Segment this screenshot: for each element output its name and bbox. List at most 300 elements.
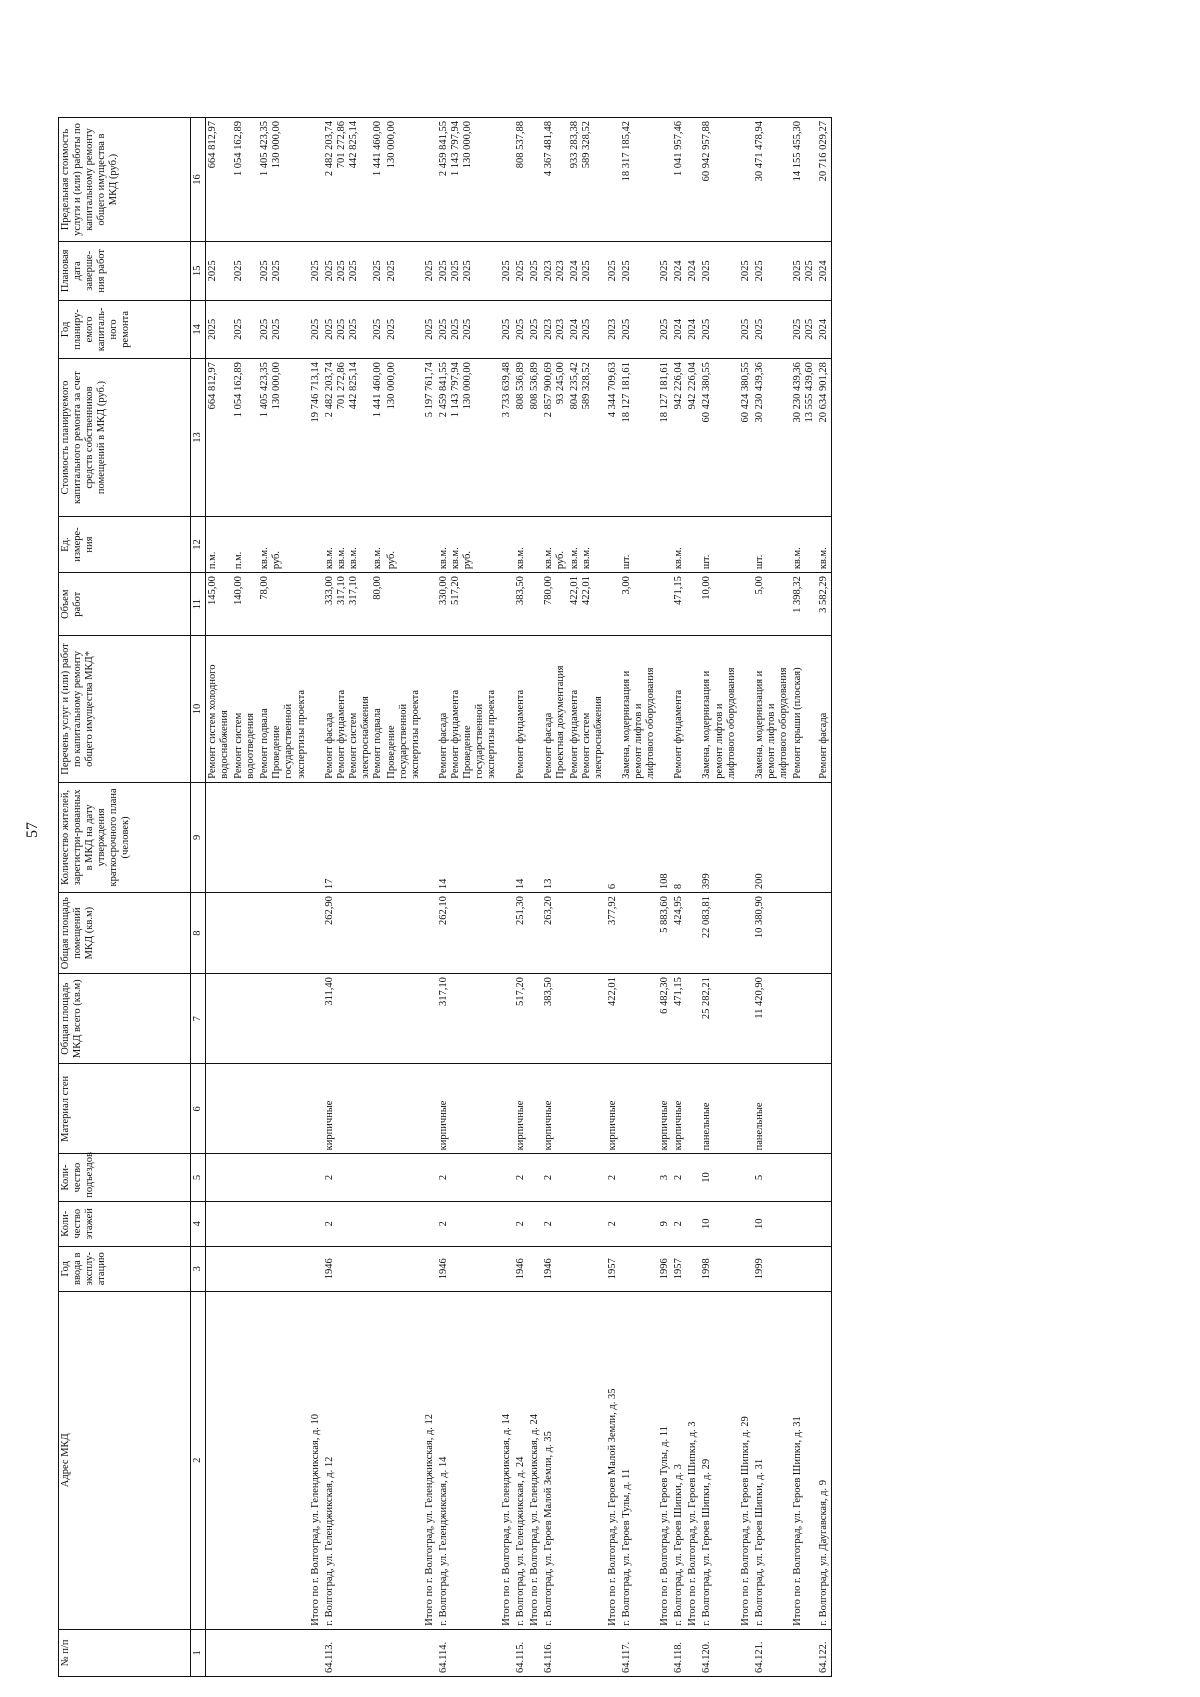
header-num: № п/п (59, 1629, 191, 1676)
cell-row-number (606, 1629, 620, 1676)
cell-planned-year: 2025 (753, 300, 791, 359)
header-total-area: Общая площадь МКД всего (кв.м) (59, 974, 191, 1064)
cell-wall-material: кирпичные (542, 1064, 568, 1154)
cell-floors: 2 (323, 1201, 385, 1246)
cell-cost-limit (309, 118, 323, 242)
cell-completion-date: 2025 (739, 242, 753, 301)
cell-unit (500, 516, 514, 572)
cell-address: Итого по г. Волгоград, ул. Героев Шипки, д. 3 (686, 1291, 700, 1629)
cell-cost-limit (500, 118, 514, 242)
header-premises-area: Общая площадь помещений МКД (кв.м) (59, 893, 191, 974)
cell-volume: 471,15 (672, 573, 686, 636)
cell-cost-limit: 20 716 029,27 (817, 118, 832, 242)
cell-completion-date: 2025 2025 2025 (437, 242, 499, 301)
cell-unit: п.м. (232, 516, 258, 572)
cell-cost: 808 536,89 (528, 359, 542, 517)
cell-cost-limit: 1 405 423,35 130 000,00 (258, 118, 308, 242)
cell-completion-date: 2025 (606, 242, 620, 301)
cell-floors: 2 (606, 1201, 620, 1246)
total-row (658, 118, 672, 1677)
cell-row-number (385, 1629, 423, 1676)
cell-entrances (500, 1154, 514, 1201)
cell-premises-area: 5 883,60 (658, 893, 672, 974)
cell-residents (423, 782, 437, 892)
cell-volume: 145,00 (206, 573, 233, 636)
header-cost-limit: Предельная стоимость услуги и (или) работы по капитальному ремонту общего имущества в МКД (руб.) (59, 118, 191, 242)
table-row (700, 118, 738, 1677)
cell-total-area: 422,01 (606, 974, 620, 1064)
cell-total-area (739, 974, 753, 1064)
cell-unit: п.м. (206, 516, 233, 572)
cell-total-area (500, 974, 514, 1064)
cell-unit (658, 516, 672, 572)
cell-entrances (739, 1154, 753, 1201)
cell-volume: 780,00 (542, 573, 568, 636)
cell-wall-material (232, 1064, 258, 1154)
cell-premises-area (258, 893, 308, 974)
cell-address (206, 1291, 233, 1629)
cell-address: г. Волгоград, ул. Героев Шипки, д. 3 (672, 1291, 686, 1629)
cell-completion-date: 2025 (232, 242, 258, 301)
cell-cost-limit: 933 283,38 589 328,52 (568, 118, 606, 242)
cell-year: 1946 (323, 1246, 385, 1291)
cell-floors: 2 (672, 1201, 686, 1246)
cell-entrances (258, 1154, 308, 1201)
cell-total-area (791, 974, 817, 1064)
cell-total-area: 383,50 (542, 974, 568, 1064)
cell-premises-area: 251,30 (514, 893, 528, 974)
table-header (59, 118, 206, 1677)
cell-volume (739, 573, 753, 636)
cell-row-number (568, 1629, 606, 1676)
cell-total-area (817, 974, 832, 1064)
cell-row-number: 64.122. (817, 1629, 832, 1676)
cell-unit (606, 516, 620, 572)
cell-unit: кв.м. (514, 516, 528, 572)
col-number: 2 (191, 1291, 206, 1629)
cell-planned-year: 2025 (500, 300, 514, 359)
cell-volume (606, 573, 620, 636)
cell-planned-year: 2023 (606, 300, 620, 359)
cell-floors: 2 (542, 1201, 568, 1246)
total-row (500, 118, 514, 1677)
cell-premises-area (232, 893, 258, 974)
cell-volume (686, 573, 700, 636)
cell-entrances (206, 1154, 233, 1201)
cell-address: г. Волгоград, ул. Героев Тулы, д. 11 (620, 1291, 658, 1629)
cell-floors: 10 (700, 1201, 738, 1246)
header-planned-year: Год планиру-емого капиталь-ного ремонта (59, 300, 191, 359)
cell-residents (620, 782, 658, 892)
col-number: 9 (191, 782, 206, 892)
cell-completion-date: 2025 2025 (258, 242, 308, 301)
cell-cost-limit: 30 471 478,94 (753, 118, 791, 242)
header-year: Год ввода в эксплу-атацию (59, 1246, 191, 1291)
cell-row-number (423, 1629, 437, 1676)
cell-residents (568, 782, 606, 892)
cell-year (791, 1246, 817, 1291)
cell-address: Итого по г. Волгоград, ул. Героев Малой Земли, д. 35 (606, 1291, 620, 1629)
cell-address: г. Волгоград, ул. Геленджикская, д. 24 (514, 1291, 528, 1629)
cell-premises-area (686, 893, 700, 974)
cell-planned-year: 2025 2025 (791, 300, 817, 359)
cell-unit: кв.м. (672, 516, 686, 572)
cell-premises-area: 262,90 (323, 893, 385, 974)
cell-entrances (686, 1154, 700, 1201)
cell-works-list: Ремонт фасада Ремонт фундамента Проведение государственной экспертизы проекта (437, 636, 499, 782)
cell-volume: 10,00 (700, 573, 738, 636)
cell-address (232, 1291, 258, 1629)
capital-repair-table (58, 117, 832, 1677)
cell-works-list: Ремонт подвала Проведение государственной экспертизы проекта (258, 636, 308, 782)
cell-works-list (658, 636, 672, 782)
cell-planned-year: 2024 (686, 300, 700, 359)
cell-residents (206, 782, 233, 892)
cell-unit: кв.м. руб. (258, 516, 308, 572)
cell-total-area (258, 974, 308, 1064)
cell-premises-area (817, 893, 832, 974)
cell-works-list: Ремонт систем холодного водоснабжения (206, 636, 233, 782)
cell-cost-limit: 808 537,88 (514, 118, 528, 242)
cell-floors (385, 1201, 423, 1246)
cell-volume (385, 573, 423, 636)
cell-address: Итого по г. Волгоград, ул. Геленджикская, д. 24 (528, 1291, 542, 1629)
cell-entrances (528, 1154, 542, 1201)
cell-completion-date: 2025 (700, 242, 738, 301)
cell-entrances (309, 1154, 323, 1201)
cell-row-number (739, 1629, 753, 1676)
cell-planned-year: 2025 2025 2025 (437, 300, 499, 359)
cell-completion-date: 2024 (686, 242, 700, 301)
cell-address: Итого по г. Волгоград, ул. Героев Тулы, д. 11 (658, 1291, 672, 1629)
cell-entrances (232, 1154, 258, 1201)
cell-volume (500, 573, 514, 636)
cell-cost: 1 054 162,89 (232, 359, 258, 517)
cell-row-number: 64.118. (672, 1629, 686, 1676)
cell-floors (258, 1201, 308, 1246)
cell-planned-year: 2025 2025 2025 2025 (323, 300, 385, 359)
cell-floors (232, 1201, 258, 1246)
cell-year (385, 1246, 423, 1291)
cell-works-list (528, 636, 542, 782)
cell-works-list: Ремонт фундамента Ремонт систем электроснабжения (568, 636, 606, 782)
cell-residents (686, 782, 700, 892)
column-number-row (191, 118, 206, 1677)
col-number: 10 (191, 636, 206, 782)
cell-planned-year: 2023 2023 (542, 300, 568, 359)
cell-premises-area: 22 083,81 (700, 893, 738, 974)
cell-total-area (232, 974, 258, 1064)
cell-premises-area (791, 893, 817, 974)
cell-cost: 942 226,04 (686, 359, 700, 517)
header-address: Адрес МКД (59, 1291, 191, 1629)
cell-total-area: 11 420,90 (753, 974, 791, 1064)
cell-unit: кв.м. (817, 516, 832, 572)
cell-wall-material (385, 1064, 423, 1154)
cell-completion-date: 2025 (528, 242, 542, 301)
table-row (437, 118, 499, 1677)
cell-address (385, 1291, 423, 1629)
cell-completion-date: 2025 (620, 242, 658, 301)
cell-unit (686, 516, 700, 572)
cell-unit: кв.м. кв.м. руб. (437, 516, 499, 572)
cell-volume: 383,50 (514, 573, 528, 636)
cell-year (739, 1246, 753, 1291)
cell-completion-date: 2025 (385, 242, 423, 301)
cell-works-list: Проведение государственной экспертизы проекта (385, 636, 423, 782)
cell-floors (791, 1201, 817, 1246)
cell-volume: 5,00 (753, 573, 791, 636)
cell-year (423, 1246, 437, 1291)
cell-premises-area (309, 893, 323, 974)
table-row (514, 118, 528, 1677)
cell-entrances (423, 1154, 437, 1201)
cell-volume: 333,00 317,10 317,10 80,00 (323, 573, 385, 636)
cell-residents: 399 (700, 782, 738, 892)
cell-cost: 664 812,97 (206, 359, 233, 517)
cell-premises-area (528, 893, 542, 974)
table-row (385, 118, 423, 1677)
cell-cost-limit (658, 118, 672, 242)
cell-wall-material (739, 1064, 753, 1154)
cell-residents: 14 (437, 782, 499, 892)
cell-address: Итого по г. Волгоград, ул. Геленджикская, д. 12 (423, 1291, 437, 1629)
cell-cost: 2 482 203,74 701 272,86 442 825,14 1 441 460,00 (323, 359, 385, 517)
col-number: 16 (191, 118, 206, 242)
header-works-list: Перечень услуг и (или) работ по капитальному ремонту общего имущества МКД* (59, 636, 191, 782)
cell-floors (686, 1201, 700, 1246)
cell-completion-date: 2024 2025 (568, 242, 606, 301)
cell-premises-area (739, 893, 753, 974)
cell-entrances (791, 1154, 817, 1201)
cell-planned-year: 2025 (700, 300, 738, 359)
col-number: 13 (191, 359, 206, 517)
cell-floors: 9 (658, 1201, 672, 1246)
cell-cost: 5 197 761,74 (423, 359, 437, 517)
cell-year: 1946 (514, 1246, 528, 1291)
header-residents: Количество жителей, зарегистри-рованных в МКД на дату утверждения краткосрочного плана (человек) (59, 782, 191, 892)
col-number: 6 (191, 1064, 206, 1154)
cell-premises-area (500, 893, 514, 974)
cell-floors (309, 1201, 323, 1246)
cell-completion-date: 2025 (309, 242, 323, 301)
cell-cost-limit (528, 118, 542, 242)
cell-entrances: 2 (437, 1154, 499, 1201)
cell-volume (658, 573, 672, 636)
cell-premises-area (385, 893, 423, 974)
cell-cost-limit: 14 155 455,30 (791, 118, 817, 242)
cell-address: Итого по г. Волгоград, ул. Героев Шипки, д. 31 (791, 1291, 817, 1629)
cell-cost-limit: 664 812,97 (206, 118, 233, 242)
cell-row-number (500, 1629, 514, 1676)
cell-row-number (258, 1629, 308, 1676)
cell-works-list (309, 636, 323, 782)
col-number: 8 (191, 893, 206, 974)
cell-year (620, 1246, 658, 1291)
cell-cost: 2 857 900,69 93 245,00 (542, 359, 568, 517)
cell-planned-year: 2025 (232, 300, 258, 359)
cell-cost-limit: 2 482 203,74 701 272,86 442 825,14 1 441 460,00 (323, 118, 385, 242)
cell-total-area (309, 974, 323, 1064)
col-number: 11 (191, 573, 206, 636)
cell-works-list (423, 636, 437, 782)
cell-year (206, 1246, 233, 1291)
cell-planned-year: 2024 (672, 300, 686, 359)
cell-volume: 78,00 (258, 573, 308, 636)
cell-volume: 330,00 517,20 (437, 573, 499, 636)
cell-year: 1999 (753, 1246, 791, 1291)
cell-planned-year: 2025 2025 (258, 300, 308, 359)
total-row (791, 118, 817, 1677)
cell-cost: 1 405 423,35 130 000,00 (258, 359, 308, 517)
cell-completion-date: 2025 (658, 242, 672, 301)
total-row (309, 118, 323, 1677)
cell-premises-area: 424,95 (672, 893, 686, 974)
header-floors: Коли-чество этажей (59, 1201, 191, 1246)
cell-year: 1946 (437, 1246, 499, 1291)
cell-works-list: Ремонт фасада Ремонт фундамента Ремонт систем электроснабжения Ремонт подвала (323, 636, 385, 782)
cell-entrances: 10 (700, 1154, 738, 1201)
cell-year (232, 1246, 258, 1291)
cell-wall-material: кирпичные (437, 1064, 499, 1154)
cell-premises-area (423, 893, 437, 974)
cell-cost: 19 746 713,14 (309, 359, 323, 517)
cell-floors (528, 1201, 542, 1246)
cell-total-area (568, 974, 606, 1064)
cell-total-area: 517,20 (514, 974, 528, 1064)
cell-year (568, 1246, 606, 1291)
cell-address: г. Волгоград, ул. Геленджикская, д. 12 (323, 1291, 385, 1629)
cell-total-area (206, 974, 233, 1064)
cell-entrances: 2 (323, 1154, 385, 1201)
page-number: 57 (24, 822, 41, 838)
cell-total-area: 25 282,21 (700, 974, 738, 1064)
cell-works-list: Ремонт фасада (817, 636, 832, 782)
cell-wall-material (528, 1064, 542, 1154)
cell-year: 1996 (658, 1246, 672, 1291)
cell-cost: 18 127 181,61 (620, 359, 658, 517)
header-volume: Объем работ (59, 573, 191, 636)
cell-row-number (686, 1629, 700, 1676)
cell-address: г. Волгоград, ул. Героев Малой Земли, д. 35 (542, 1291, 568, 1629)
cell-cost-limit (606, 118, 620, 242)
cell-floors (739, 1201, 753, 1246)
cell-address (568, 1291, 606, 1629)
cell-wall-material (791, 1064, 817, 1154)
cell-year: 1998 (700, 1246, 738, 1291)
table-row (206, 118, 233, 1677)
cell-works-list: Замена, модернизация и ремонт лифтов и лифтового оборудования (753, 636, 791, 782)
cell-unit: кв.м. руб. (542, 516, 568, 572)
total-row (528, 118, 542, 1677)
cell-works-list (606, 636, 620, 782)
cell-completion-date: 2024 (817, 242, 832, 301)
cell-total-area (686, 974, 700, 1064)
cell-completion-date: 2025 (423, 242, 437, 301)
cell-unit (423, 516, 437, 572)
cell-residents: 14 (514, 782, 528, 892)
cell-volume (528, 573, 542, 636)
cell-volume: 422,01 422,01 (568, 573, 606, 636)
cell-total-area: 6 482,30 (658, 974, 672, 1064)
cell-planned-year: 2025 (309, 300, 323, 359)
col-number: 14 (191, 300, 206, 359)
cell-residents: 13 (542, 782, 568, 892)
table-body (206, 118, 832, 1677)
cell-year: 1946 (542, 1246, 568, 1291)
cell-completion-date: 2024 (672, 242, 686, 301)
cell-cost: 4 344 709,63 (606, 359, 620, 517)
cell-residents (385, 782, 423, 892)
cell-residents (500, 782, 514, 892)
cell-planned-year: 2025 (385, 300, 423, 359)
cell-cost-limit: 130 000,00 (385, 118, 423, 242)
cell-row-number (791, 1629, 817, 1676)
rotated-page (0, 100, 1200, 1697)
cell-cost: 30 230 439,36 13 555 439,60 (791, 359, 817, 517)
col-number: 1 (191, 1629, 206, 1676)
cell-completion-date: 2025 2025 2025 2025 (323, 242, 385, 301)
cell-address: г. Волгоград, ул. Даугавская, д. 9 (817, 1291, 832, 1629)
table-row (568, 118, 606, 1677)
cell-address: Итого по г. Волгоград, ул. Геленджикская, д. 14 (500, 1291, 514, 1629)
col-number: 7 (191, 974, 206, 1064)
table-row (258, 118, 308, 1677)
cell-cost: 3 733 639,48 (500, 359, 514, 517)
cell-unit: кв.м. (791, 516, 817, 572)
cell-entrances (620, 1154, 658, 1201)
cell-wall-material: кирпичные (606, 1064, 620, 1154)
header-unit: Ед. измере-ния (59, 516, 191, 572)
cell-floors: 2 (437, 1201, 499, 1246)
cell-total-area (528, 974, 542, 1064)
cell-wall-material (686, 1064, 700, 1154)
cell-residents (791, 782, 817, 892)
cell-year: 1957 (672, 1246, 686, 1291)
cell-works-list: Ремонт фасада Проектная документация (542, 636, 568, 782)
cell-volume (423, 573, 437, 636)
cell-total-area (620, 974, 658, 1064)
cell-row-number (658, 1629, 672, 1676)
cell-volume (309, 573, 323, 636)
cell-residents (739, 782, 753, 892)
table-row (620, 118, 658, 1677)
cell-wall-material: панельные (700, 1064, 738, 1154)
cell-total-area (423, 974, 437, 1064)
table-row (323, 118, 385, 1677)
total-row (423, 118, 437, 1677)
col-number: 4 (191, 1201, 206, 1246)
cell-address: г. Волгоград, ул. Героев Шипки, д. 31 (753, 1291, 791, 1629)
cell-wall-material (258, 1064, 308, 1154)
cell-residents: 17 (323, 782, 385, 892)
cell-premises-area (568, 893, 606, 974)
cell-works-list (686, 636, 700, 782)
header-cost: Стоимость планируемого капитального ремонта за счет средств собственников помещений в МКД (руб.) (59, 359, 191, 517)
cell-volume: 1 398,32 (791, 573, 817, 636)
cell-wall-material: кирпичные (514, 1064, 528, 1154)
cell-works-list (500, 636, 514, 782)
cell-row-number: 64.116. (542, 1629, 568, 1676)
cell-works-list: Ремонт фундамента (514, 636, 528, 782)
cell-year (309, 1246, 323, 1291)
cell-cost-limit: 1 054 162,89 (232, 118, 258, 242)
cell-planned-year: 2025 (514, 300, 528, 359)
cell-cost-limit: 60 942 957,88 (700, 118, 738, 242)
cell-floors (423, 1201, 437, 1246)
cell-premises-area: 263,20 (542, 893, 568, 974)
header-completion-date: Плановая дата заверше-ния работ (59, 242, 191, 301)
